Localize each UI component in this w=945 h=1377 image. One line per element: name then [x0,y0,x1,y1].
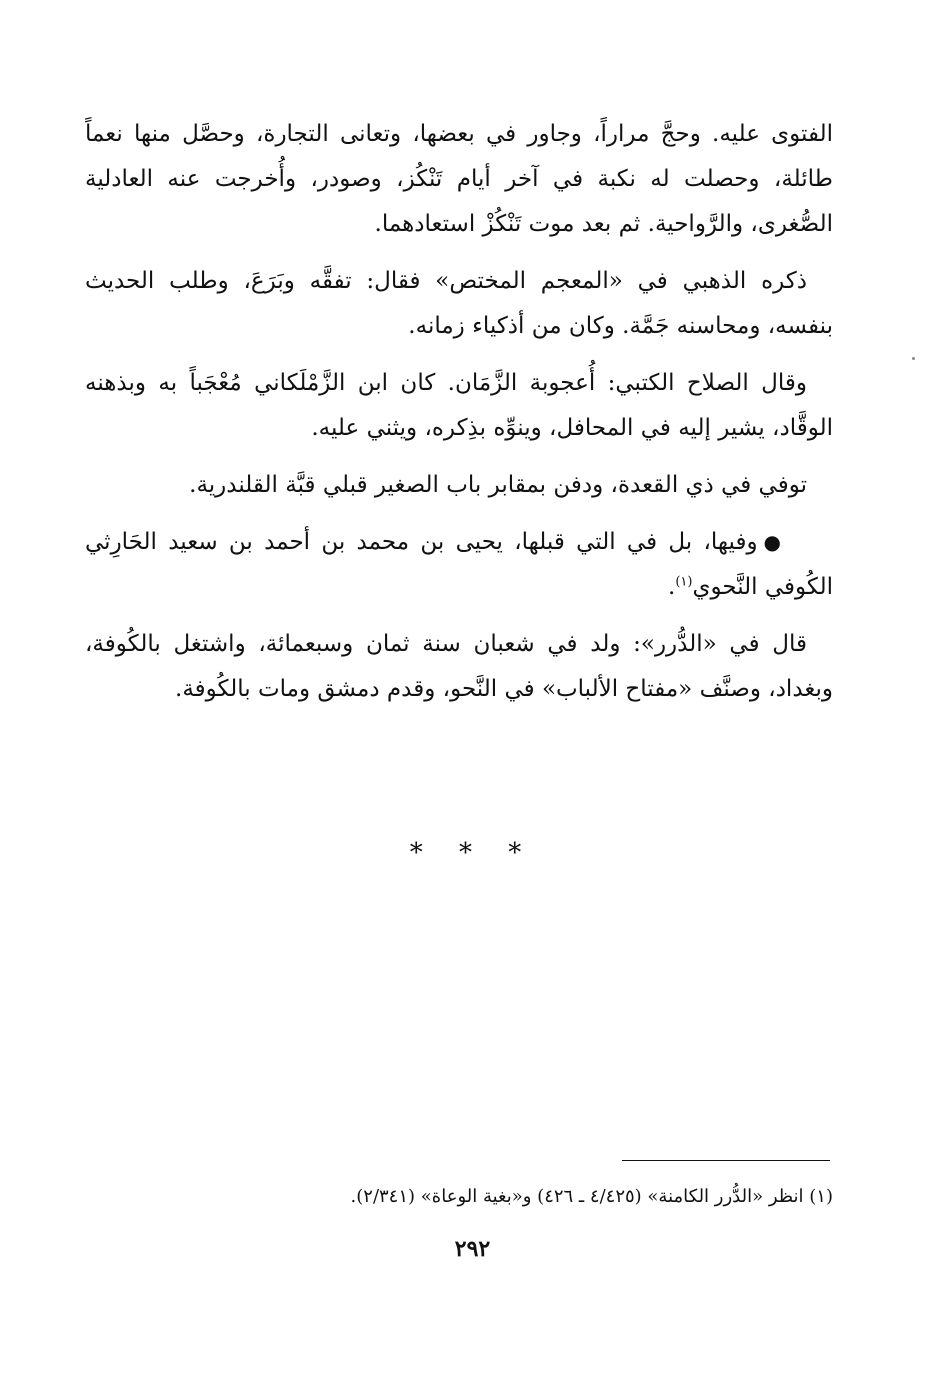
paragraph-6: قال في «الدُّرر»: ولد في شعبان سنة ثمان وسبعمائة، واشتغل بالكُوفة، وبغداد، وصنَّف «مفتاح الألباب» في النَّحو، وقدم دمشق ومات بالكُوفة. [85,631,833,702]
paragraph-1: الفتوى عليه. وحجَّ مراراً، وجاور في بعضها، وتعانى التجارة، وحصَّل منها نعماً طائلة، وحصلت له نكبة في آخر أيام تَنْكُز، وصودر، وأُخرجت عنه العادلية الصُّغرى، والرَّواحية. ثم بعد موت تَنْكُزْ استعادهما. [85,121,833,237]
footnote-reference[interactable]: (١) [675,574,693,590]
bullet-icon: ● [763,530,781,554]
paragraph-5 [85,520,833,610]
paragraph-4: توفي في ذي القعدة، ودفن بمقابر باب الصغير قبلي قبَّة القلندرية. [189,472,807,498]
main-text [85,112,833,724]
paragraph-5-tail: . [668,574,676,600]
paragraph-3: وقال الصلاح الكتبي: أُعجوبة الزَّمَان. كان ابن الزَّمْلَكاني مُعْجَباً به وبذهنه الوقَّاد، يشير إليه في المحافل، وينوِّه بذِكره، ويثني عليه. [85,370,833,441]
paragraph-5-text: وفيها، بل في التي قبلها، يحيى بن محمد بن أحمد بن سعيد الحَارِثي الكُوفي النَّحوي [85,529,833,600]
page-number: ٢٩٢ [454,1236,491,1262]
footnote-divider [622,1160,830,1161]
section-separator: * * * [409,838,536,868]
paper-speck [912,357,915,360]
footnote: (١) انظر «الدُّرر الكامنة» (٤/٤٢٥ ـ ٤٢٦) و«بغية الوعاة» (٢/٣٤١). [350,1186,833,1207]
paragraph-2: ذكره الذهبي في «المعجم المختص» فقال: تفقَّه وبَرَعَ، وطلب الحديث بنفسه، ومحاسنه جَمَّة. وكان من أذكياء زمانه. [85,268,833,339]
